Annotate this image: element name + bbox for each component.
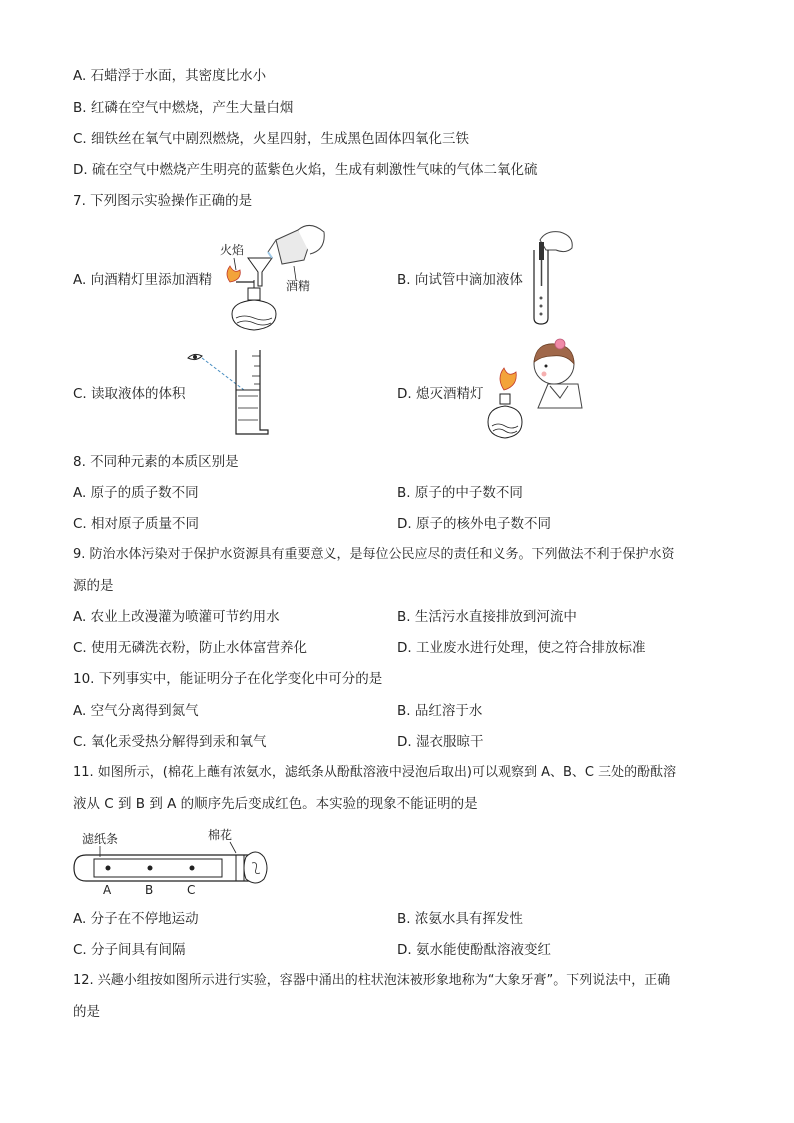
alcohol-label: 酒精	[286, 279, 311, 293]
point-c-dot	[190, 866, 195, 871]
q8-option-b: B. 原子的中子数不同	[397, 485, 523, 501]
q7-stem: 7. 下列图示实验操作正确的是	[73, 193, 253, 209]
q10-option-a: A. 空气分离得到氮气	[73, 703, 199, 719]
q11-option-c: C. 分子间具有间隔	[73, 942, 186, 958]
q10-option-b: B. 品红溶于水	[397, 703, 483, 719]
blowing-lamp-figure	[486, 338, 586, 443]
point-c-label: C	[187, 883, 196, 897]
q6-option-b: B. 红磷在空气中燃烧，产生大量白烟	[73, 100, 294, 116]
q11-option-b: B. 浓氨水具有挥发性	[397, 911, 523, 927]
q8-option-c: C. 相对原子质量不同	[73, 516, 200, 532]
q9-stem-line1: 9. 防治水体污染对于保护水资源具有重要意义，是每位公民应尽的责任和义务。下列做法不利于保护水资	[73, 547, 675, 562]
point-b-dot	[148, 866, 153, 871]
q9-option-d: D. 工业废水进行处理，使之符合排放标准	[397, 640, 646, 656]
point-a-dot	[106, 866, 111, 871]
q8-option-d: D. 原子的核外电子数不同	[397, 516, 551, 532]
q11-option-a: A. 分子在不停地运动	[73, 911, 199, 927]
point-a-label: A	[103, 883, 112, 897]
q11-stem-line2: 液从 C 到 B 到 A 的顺序先后变成红色。本实验的现象不能证明的是	[73, 796, 478, 812]
q11-option-d: D. 氨水能使酚酞溶液变红	[397, 942, 551, 958]
q10-option-c: C. 氧化汞受热分解得到汞和氧气	[73, 734, 267, 750]
q7-option-b: B. 向试管中滴加液体	[397, 272, 523, 288]
q7-option-d: D. 熄灭酒精灯	[397, 386, 484, 402]
q12-stem-line1: 12. 兴趣小组按如图所示进行实验，容器中涌出的柱状泡沫被形象地称为“大象牙膏”。下列说法中，正确	[73, 973, 671, 988]
q6-option-a: A. 石蜡浮于水面，其密度比水小	[73, 68, 267, 84]
cotton-label: 棉花	[208, 828, 233, 842]
ammonia-diffusion-figure	[70, 825, 270, 900]
q9-stem-line2: 源的是	[73, 578, 114, 594]
q8-option-a: A. 原子的质子数不同	[73, 485, 199, 501]
q9-option-b: B. 生活污水直接排放到河流中	[397, 609, 577, 625]
q6-option-d: D. 硫在空气中燃烧产生明亮的蓝紫色火焰，生成有刺激性气味的气体二氧化硫	[73, 162, 538, 178]
q11-stem-line1: 11. 如图所示，(棉花上蘸有浓氨水，滤纸条从酚酞溶液中浸泡后取出)可以观察到 A、B、C 三处的酚酞溶	[73, 765, 677, 780]
filter-paper-label: 滤纸条	[82, 832, 119, 846]
q10-option-d: D. 湿衣服晾干	[397, 734, 484, 750]
q6-option-c: C. 细铁丝在氧气中剧烈燃烧，火星四射，生成黑色固体四氧化三铁	[73, 131, 470, 147]
q7-option-a: A. 向酒精灯里添加酒精	[73, 272, 213, 288]
alcohol-lamp-refill-figure	[214, 222, 329, 337]
q9-option-a: A. 农业上改漫灌为喷灌可节约用水	[73, 609, 280, 625]
q9-option-c: C. 使用无磷洗衣粉，防止水体富营养化	[73, 640, 308, 656]
point-b-label: B	[145, 883, 154, 897]
graduated-cylinder-figure	[186, 346, 276, 441]
q12-stem-line2: 的是	[73, 1004, 100, 1020]
q10-stem: 10. 下列事实中，能证明分子在化学变化中可分的是	[73, 671, 383, 687]
dropper-test-tube-figure	[526, 228, 576, 328]
q8-stem: 8. 不同种元素的本质区别是	[73, 454, 239, 470]
q7-option-c: C. 读取液体的体积	[73, 386, 186, 402]
flame-label: 火焰	[220, 243, 245, 257]
